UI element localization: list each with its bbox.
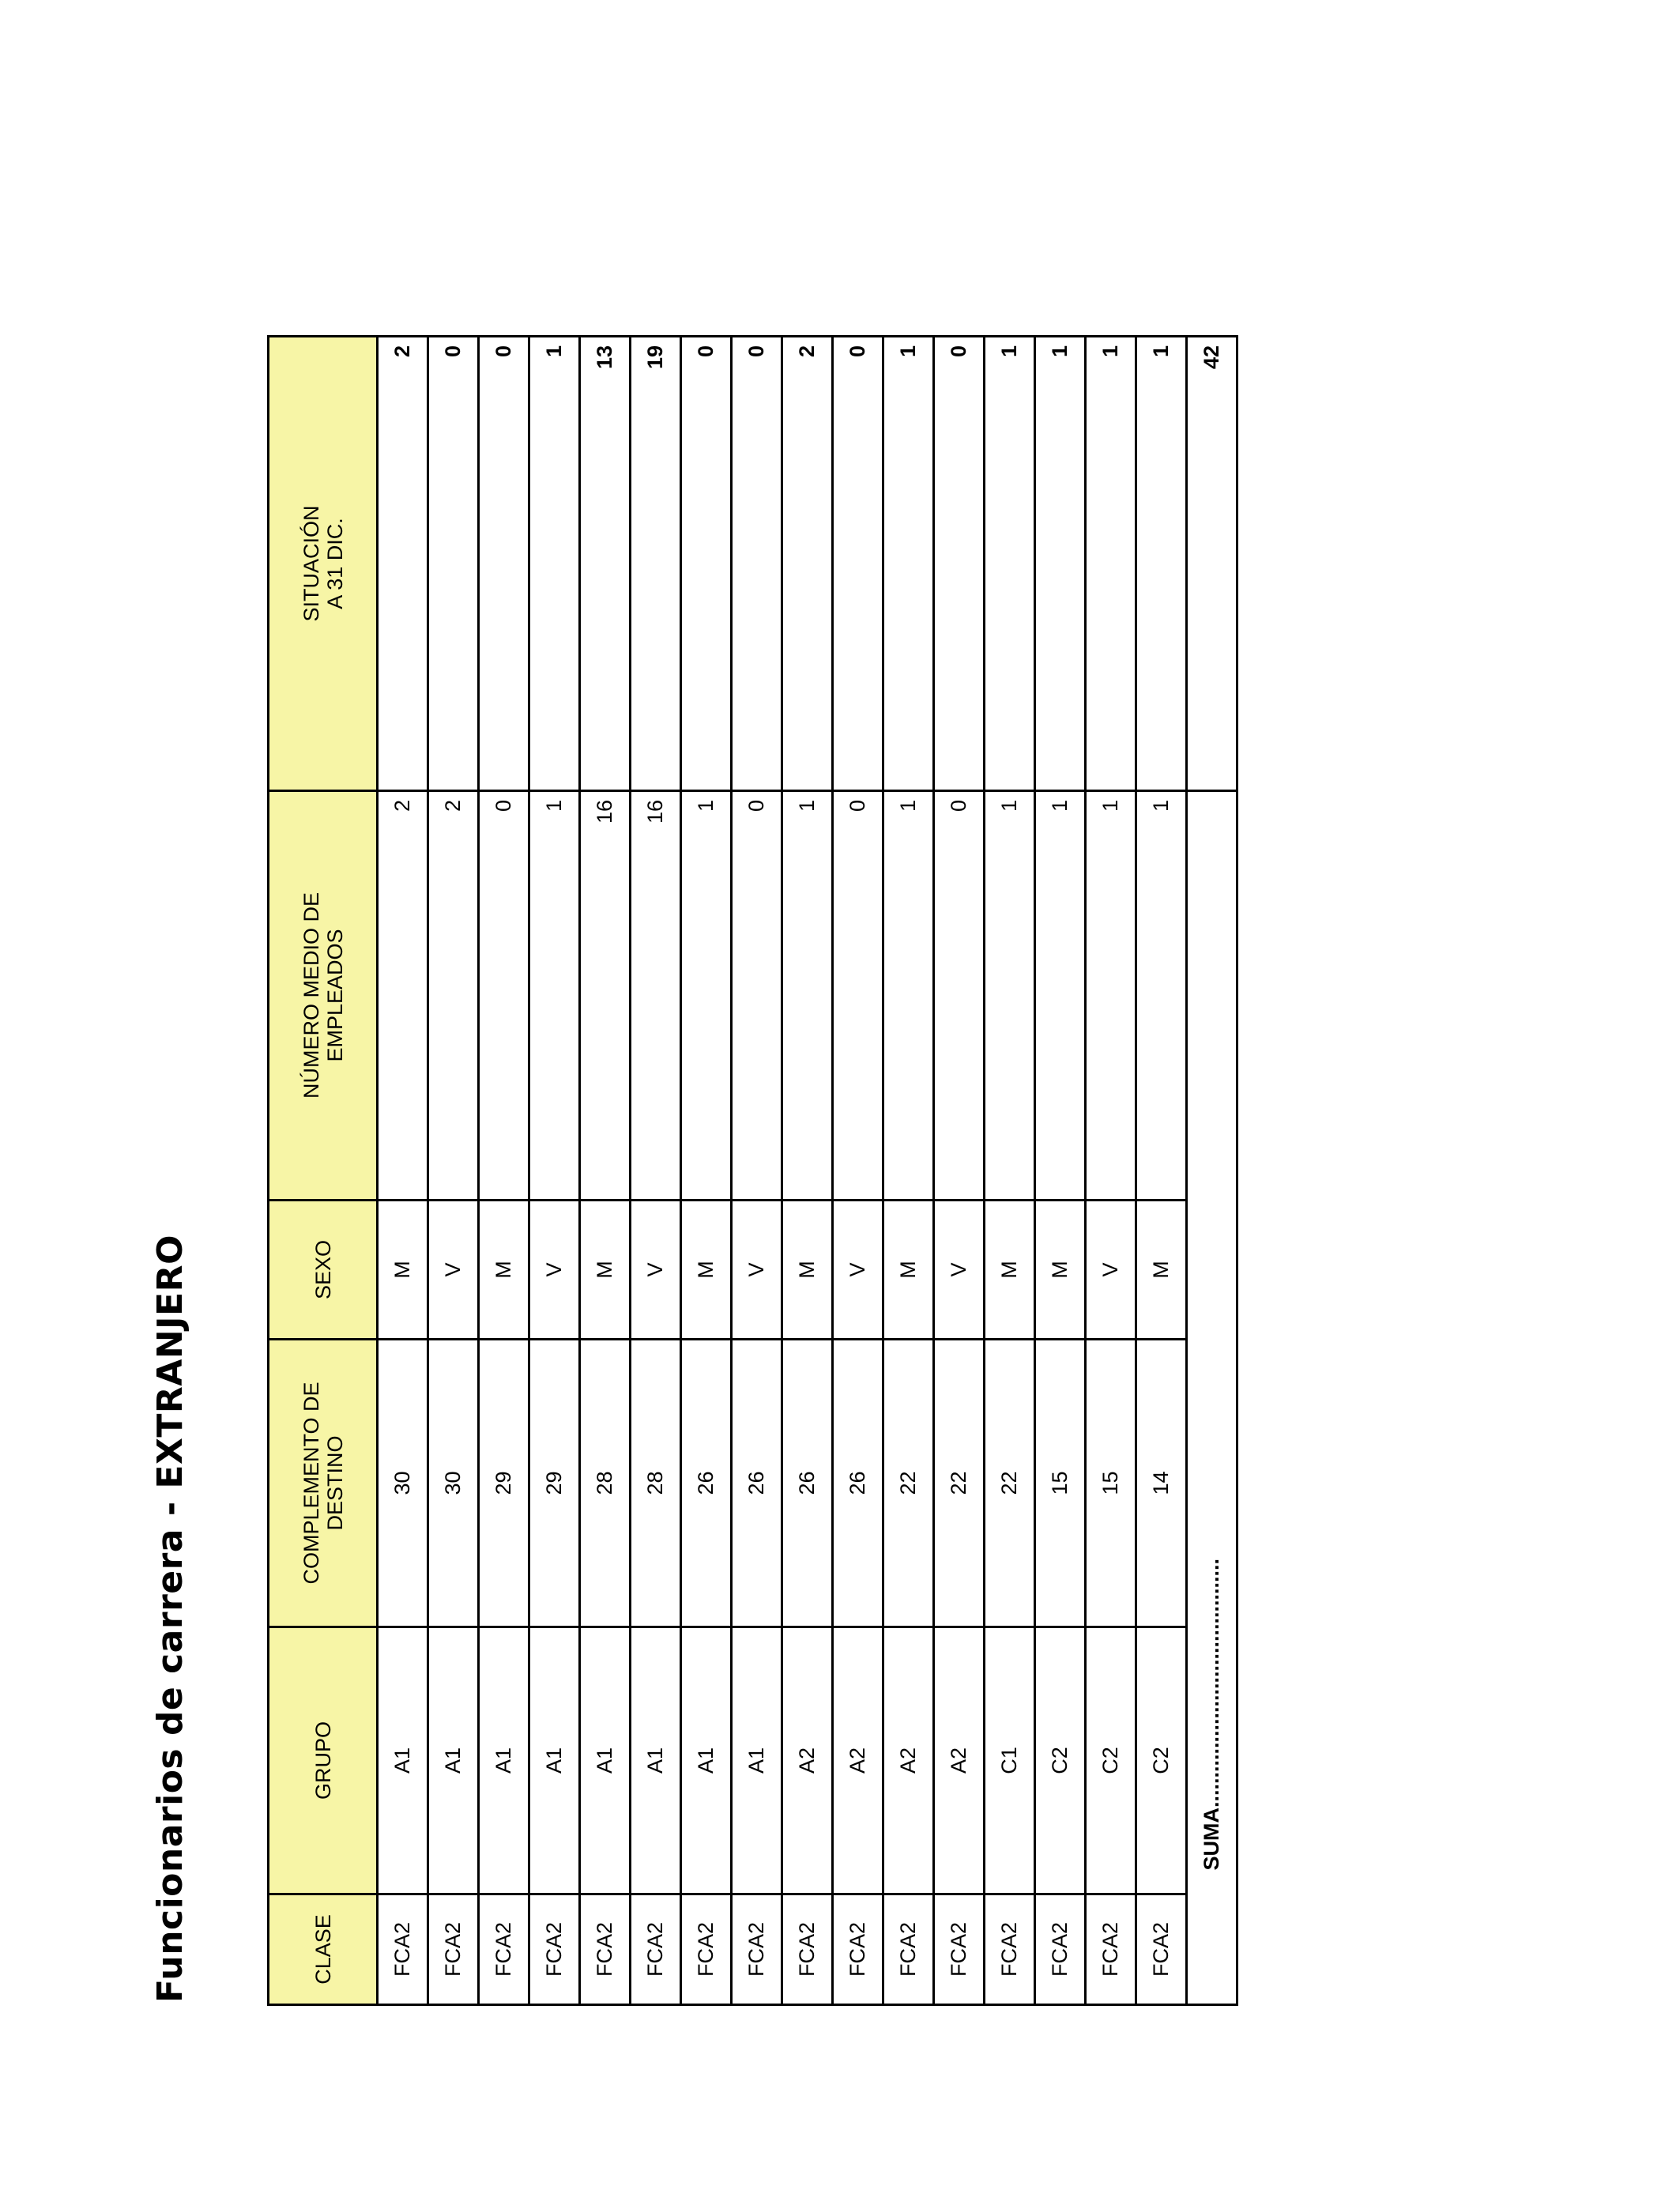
table-row [1136,337,1187,2005]
table-row [681,337,732,2005]
cell-clase: FCA2 [1136,1894,1187,2005]
cell-complemento: 14 [1136,1340,1187,1627]
header-situacion-line2: A 31 DIC. [322,518,347,609]
cell-situacion: 1 [985,337,1035,791]
cell-sexo: V [428,1201,479,1340]
cell-sexo: V [833,1201,883,1340]
cell-clase: FCA2 [1035,1894,1086,2005]
cell-clase: FCA2 [782,1894,833,2005]
table-row [580,337,631,2005]
cell-situacion: 13 [580,337,631,791]
cell-situacion: 2 [378,337,428,791]
cell-grupo: A1 [732,1627,782,1894]
cell-clase: FCA2 [681,1894,732,2005]
table-row [833,337,883,2005]
cell-numero: 1 [1086,791,1136,1201]
cell-situacion: 19 [631,337,681,791]
cell-sexo: V [1086,1201,1136,1340]
cell-complemento: 15 [1035,1340,1086,1627]
cell-sexo: M [1035,1201,1086,1340]
table-row [934,337,985,2005]
cell-grupo: C2 [1035,1627,1086,1894]
sum-label: SUMA.......................................... [1200,1558,1223,1871]
cell-grupo: C2 [1136,1627,1187,1894]
cell-numero: 1 [985,791,1035,1201]
cell-situacion: 0 [934,337,985,791]
cell-grupo: A1 [681,1627,732,1894]
table-body [378,337,1187,2005]
cell-grupo: C2 [1086,1627,1136,1894]
cell-grupo: A1 [378,1627,428,1894]
cell-numero: 16 [580,791,631,1201]
cell-grupo: A1 [428,1627,479,1894]
header-situacion [269,337,378,791]
header-clase: CLASE [269,1894,378,2005]
table-row [529,337,580,2005]
cell-complemento: 30 [378,1340,428,1627]
table-row [631,337,681,2005]
header-complemento-line2: DESTINO [322,1435,347,1531]
cell-numero: 1 [1035,791,1086,1201]
cell-numero: 1 [1136,791,1187,1201]
cell-complemento: 26 [833,1340,883,1627]
cell-clase: FCA2 [934,1894,985,2005]
header-complemento [269,1340,378,1627]
cell-grupo: A2 [883,1627,934,1894]
cell-sexo: M [681,1201,732,1340]
header-situacion-line1: SITUACIÓN [299,505,323,622]
cell-sexo: V [529,1201,580,1340]
cell-complemento: 22 [883,1340,934,1627]
cell-grupo: A1 [580,1627,631,1894]
cell-sexo: M [782,1201,833,1340]
cell-complemento: 22 [934,1340,985,1627]
header-numero-line1: NÚMERO MEDIO DE [299,892,323,1099]
cell-clase: FCA2 [479,1894,529,2005]
cell-grupo: A2 [833,1627,883,1894]
cell-numero: 0 [732,791,782,1201]
table-row [378,337,428,2005]
cell-numero: 0 [934,791,985,1201]
header-grupo: GRUPO [269,1627,378,1894]
cell-sexo: M [985,1201,1035,1340]
cell-clase: FCA2 [985,1894,1035,2005]
cell-numero: 0 [833,791,883,1201]
cell-clase: FCA2 [378,1894,428,2005]
cell-clase: FCA2 [883,1894,934,2005]
cell-numero: 0 [479,791,529,1201]
cell-grupo: A2 [782,1627,833,1894]
cell-complemento: 29 [529,1340,580,1627]
cell-numero: 2 [378,791,428,1201]
cell-situacion: 0 [833,337,883,791]
cell-complemento: 26 [732,1340,782,1627]
table-header-row [269,337,378,2005]
cell-grupo: A2 [934,1627,985,1894]
cell-complemento: 26 [681,1340,732,1627]
cell-complemento: 15 [1086,1340,1136,1627]
table-row [479,337,529,2005]
cell-complemento: 22 [985,1340,1035,1627]
employees-table [267,335,1238,2006]
cell-situacion: 1 [1035,337,1086,791]
header-numero-line2: EMPLEADOS [322,929,347,1062]
cell-situacion: 1 [529,337,580,791]
cell-clase: FCA2 [529,1894,580,2005]
cell-sexo: V [631,1201,681,1340]
cell-numero: 1 [782,791,833,1201]
header-complemento-line1: COMPLEMENTO DE [299,1382,323,1585]
cell-grupo: A1 [479,1627,529,1894]
cell-numero: 1 [529,791,580,1201]
page-title: Funcionarios de carrera - EXTRANJERO [150,1235,190,2003]
cell-complemento: 28 [580,1340,631,1627]
cell-clase: FCA2 [732,1894,782,2005]
cell-clase: FCA2 [428,1894,479,2005]
cell-clase: FCA2 [1086,1894,1136,2005]
cell-sexo: V [934,1201,985,1340]
cell-situacion: 0 [732,337,782,791]
cell-grupo: C1 [985,1627,1035,1894]
cell-complemento: 28 [631,1340,681,1627]
header-sexo: SEXO [269,1201,378,1340]
cell-clase: FCA2 [833,1894,883,2005]
cell-sexo: M [580,1201,631,1340]
cell-situacion: 2 [782,337,833,791]
cell-grupo: A1 [529,1627,580,1894]
cell-situacion: 1 [1086,337,1136,791]
cell-sexo: V [732,1201,782,1340]
cell-situacion: 0 [479,337,529,791]
sum-total: 42 [1187,337,1237,791]
cell-situacion: 0 [681,337,732,791]
cell-clase: FCA2 [580,1894,631,2005]
cell-sexo: M [883,1201,934,1340]
sum-empty-cell [1187,791,1237,1201]
table-row [428,337,479,2005]
table-row [1035,337,1086,2005]
table-row [732,337,782,2005]
table-row [1086,337,1136,2005]
table-row [985,337,1035,2005]
cell-numero: 1 [681,791,732,1201]
table-row [883,337,934,2005]
cell-numero: 1 [883,791,934,1201]
cell-complemento: 26 [782,1340,833,1627]
cell-complemento: 30 [428,1340,479,1627]
cell-numero: 2 [428,791,479,1201]
cell-numero: 16 [631,791,681,1201]
cell-clase: FCA2 [631,1894,681,2005]
cell-situacion: 1 [1136,337,1187,791]
cell-sexo: M [378,1201,428,1340]
sum-row [1187,337,1237,2005]
table-row [782,337,833,2005]
cell-complemento: 29 [479,1340,529,1627]
sum-blank-cell [1187,1894,1237,2005]
sum-label-cell [1187,1201,1237,1894]
cell-grupo: A1 [631,1627,681,1894]
header-numero [269,791,378,1201]
cell-sexo: M [1136,1201,1187,1340]
cell-situacion: 1 [883,337,934,791]
cell-situacion: 0 [428,337,479,791]
cell-sexo: M [479,1201,529,1340]
